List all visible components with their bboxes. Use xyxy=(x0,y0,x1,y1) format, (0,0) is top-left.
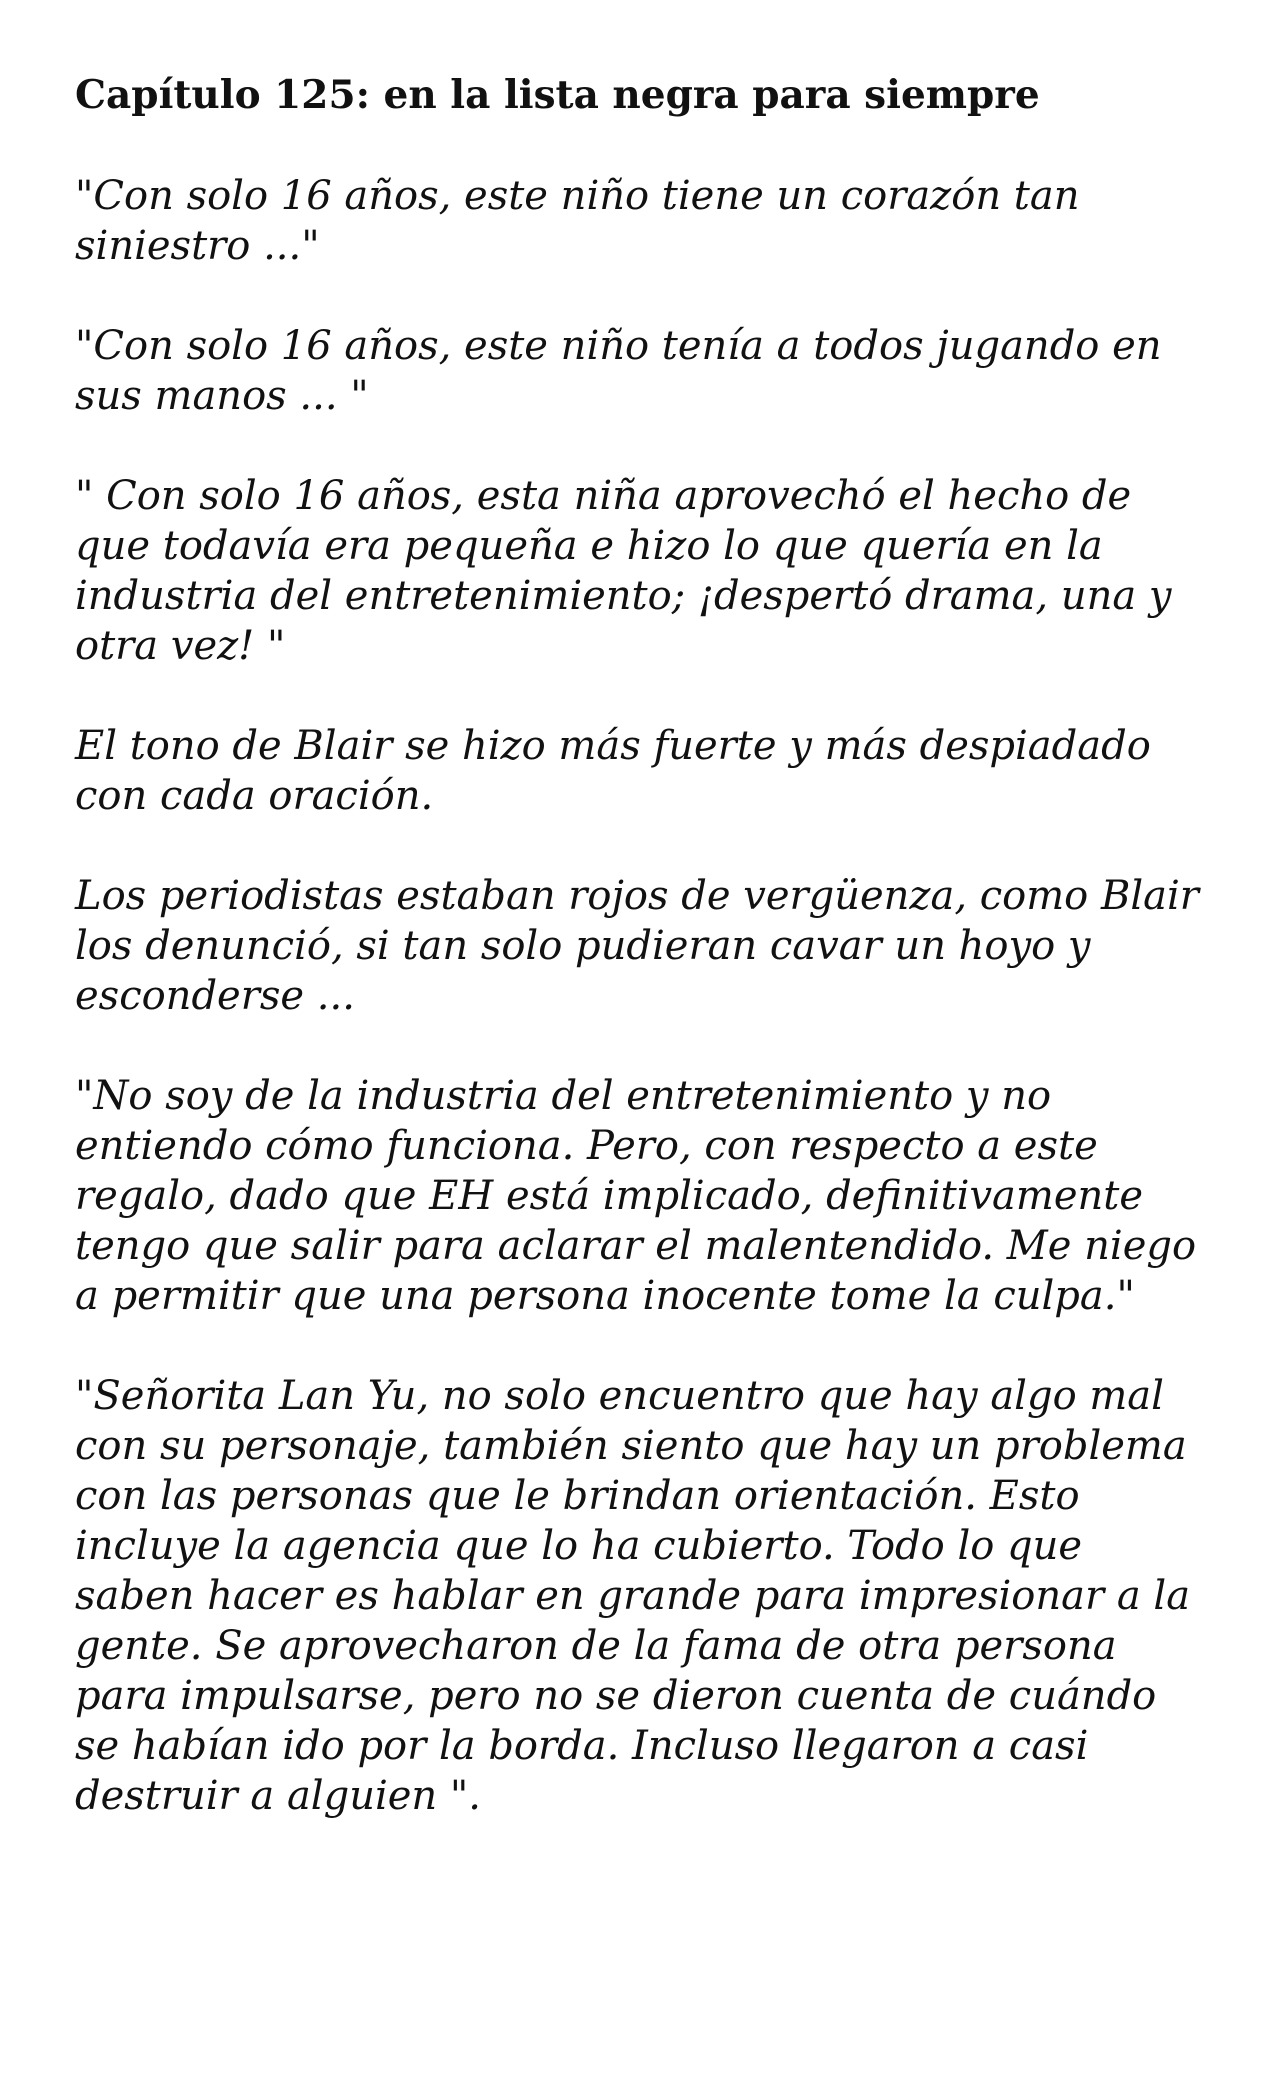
paragraph-6: "No soy de la industria del entretenimiento y no entiendo cómo funciona. Pero, con respecto a este regalo, dado que EH está implicado, definitivamente tengo que salir para aclarar el malentendido. Me niego a permitir que una persona inocente tome la culpa." xyxy=(75,1072,1197,1319)
paragraph-2: "Con solo 16 años, este niño tenía a todos jugando en sus manos ... " xyxy=(75,322,1162,419)
paragraph-3: " Con solo 16 años, esta niña aprovechó el hecho de que todavía era pequeña e hizo lo que quería en la industria del entretenimiento; ¡despertó drama, una y otra vez! " xyxy=(75,472,1172,669)
chapter-title: Capítulo 125: en la lista negra para siempre xyxy=(75,72,1040,118)
paragraph-1: "Con solo 16 años, este niño tiene un corazón tan siniestro ..." xyxy=(75,172,1080,269)
paragraph-5: Los periodistas estaban rojos de vergüenza, como Blair los denunció, si tan solo pudieran cavar un hoyo y esconderse ... xyxy=(75,872,1199,1019)
document-page xyxy=(75,70,1205,1871)
paragraph-4: El tono de Blair se hizo más fuerte y más despiadado con cada oración. xyxy=(75,722,1151,819)
paragraph-7: "Señorita Lan Yu, no solo encuentro que hay algo mal con su personaje, también siento que hay un problema con las personas que le brindan orientación. Esto incluye la agencia que lo ha cubierto. Todo lo que saben hacer es hablar en grande para impresionar a la gente. Se aprovecharon de la fama de otra persona para impulsarse, pero no se dieron cuenta de cuándo se habían ido por la borda. Incluso llegaron a casi destruir a alguien ". xyxy=(75,1372,1191,1819)
